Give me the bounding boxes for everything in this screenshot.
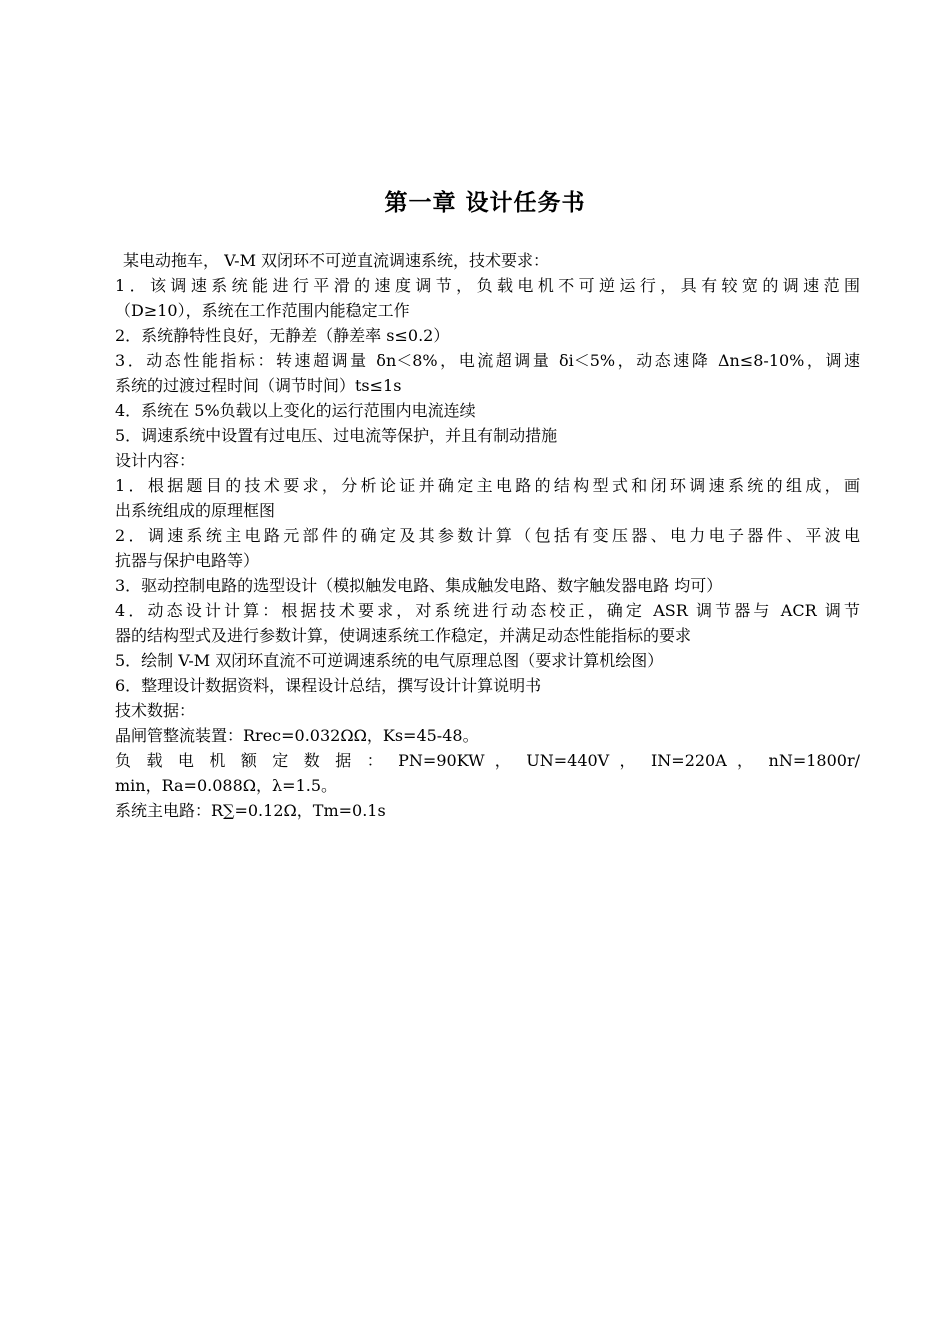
requirement-line: 2．系统静特性良好，无静差（静差率 s≤0.2） xyxy=(115,326,450,345)
tech-data-line: 负 载 电 机 额 定 数 据 ： PN=90KW ， UN=440V ， IN=220A ， nN=1800r/ xyxy=(115,751,860,770)
tech-data-line: 系统主电路：R∑=0.12Ω，Tm=0.1s xyxy=(115,801,386,820)
requirement-line: 系统的过渡过程时间（调节时间）ts≤1s xyxy=(115,376,402,395)
design-item-line: 4．动态设计计算：根据技术要求，对系统进行动态校正，确定 ASR 调节器与 ACR 调节 xyxy=(115,601,860,620)
design-item-line: 器的结构型式及进行参数计算，使调速系统工作稳定，并满足动态性能指标的要求 xyxy=(115,626,692,645)
requirement-line: （D≥10），系统在工作范围内能稳定工作 xyxy=(115,301,410,320)
page-title: 第一章 设计任务书 xyxy=(384,190,586,216)
requirement-line: 5．调速系统中设置有过电压、过电流等保护，并且有制动措施 xyxy=(115,426,558,445)
tech-heading: 技术数据： xyxy=(115,701,196,720)
design-item-line: 2．调速系统主电路元部件的确定及其参数计算（包括有变压器、电力电子器件、平波电 xyxy=(115,526,860,545)
document-body xyxy=(115,248,860,823)
design-item-line: 1．根据题目的技术要求，分析论证并确定主电路的结构型式和闭环调速系统的组成，画 xyxy=(115,476,860,495)
design-heading: 设计内容： xyxy=(115,451,196,470)
requirement-line: 4．系统在 5%负载以上变化的运行范围内电流连续 xyxy=(115,401,476,420)
requirement-line: 3．动态性能指标：转速超调量 δn＜8%，电流超调量 δi＜5%，动态速降 Δn≤8-10%，调速 xyxy=(115,351,860,370)
design-item-line: 5．绘制 V-M 双闭环直流不可逆调速系统的电气原理总图（要求计算机绘图） xyxy=(115,651,664,670)
intro-paragraph: 某电动拖车， V-M 双闭环不可逆直流调速系统，技术要求： xyxy=(123,251,550,270)
design-item-line: 出系统组成的原理框图 xyxy=(115,501,276,520)
tech-data-line: min，Ra=0.088Ω，λ=1.5。 xyxy=(115,776,338,795)
design-item-line: 3．驱动控制电路的选型设计（模拟触发电路、集成触发电路、数字触发器电路 均可） xyxy=(115,576,723,595)
design-item-line: 抗器与保护电路等） xyxy=(115,551,260,570)
requirement-line: 1．该调速系统能进行平滑的速度调节，负载电机不可逆运行，具有较宽的调速范围 xyxy=(115,276,860,295)
design-item-line: 6．整理设计数据资料，课程设计总结，撰写设计计算说明书 xyxy=(115,676,542,695)
tech-data-line: 晶闸管整流装置：Rrec=0.032ΩΩ，Ks=45-48。 xyxy=(115,726,479,745)
